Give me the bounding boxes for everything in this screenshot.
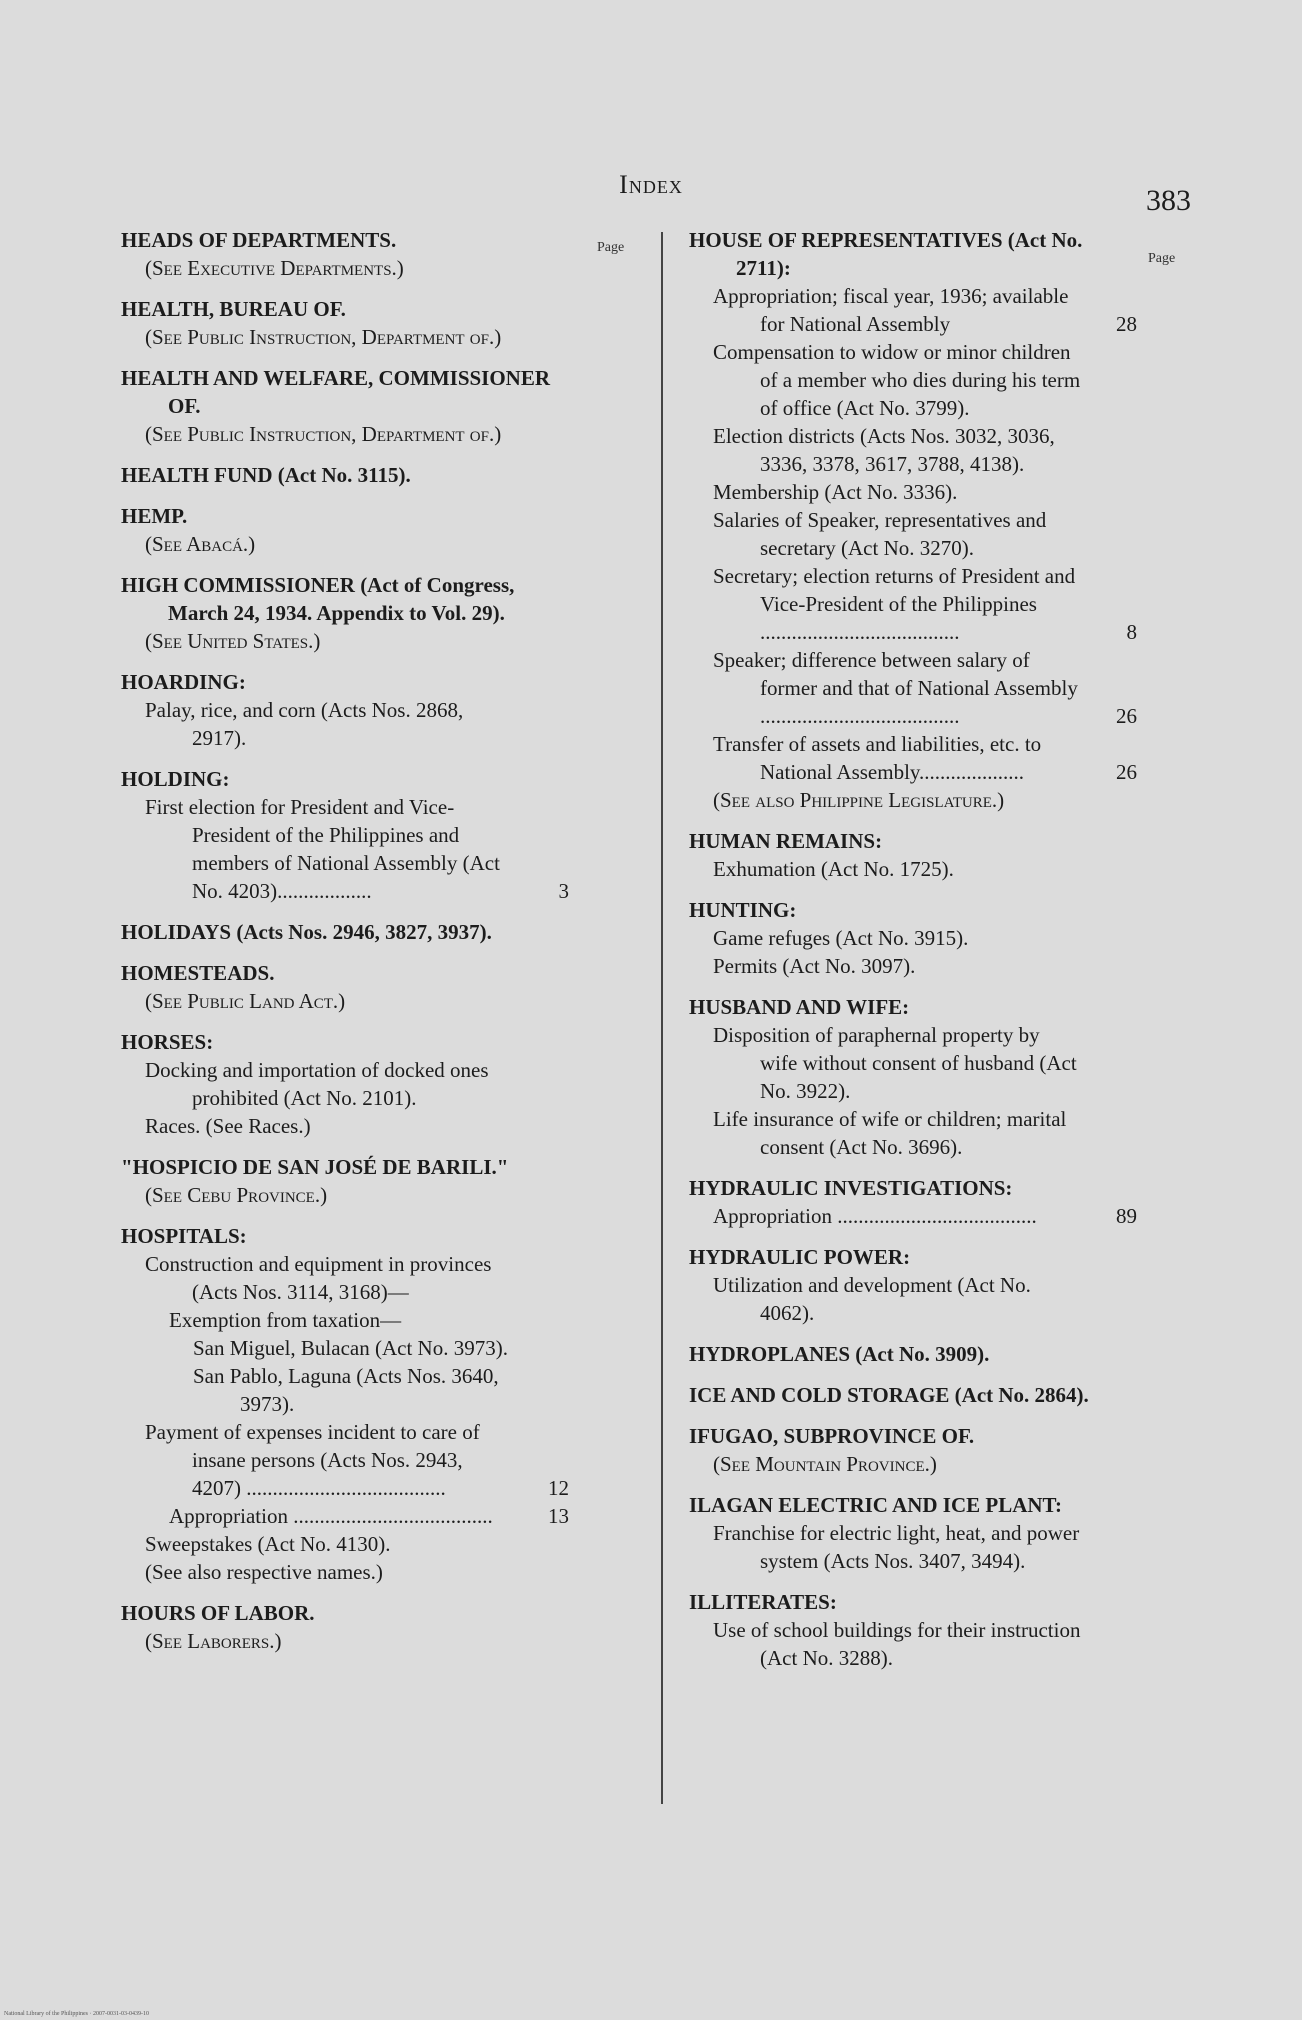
index-entry	[121, 918, 569, 946]
entry-heading: HORSES:	[121, 1030, 214, 1054]
index-entry	[121, 295, 569, 351]
index-entry	[689, 827, 1137, 883]
page-reference: 3	[558, 879, 569, 903]
subline-text: Secretary; election returns of President and Vice-President of the Philippines ......................................	[713, 564, 1076, 644]
subline-text: Permits (Act No. 3097).	[713, 954, 916, 978]
subline-text: (See also respective names.)	[145, 1560, 383, 1584]
index-entry	[121, 364, 569, 448]
entry-subline	[689, 338, 1137, 422]
entry-heading: "HOSPICIO DE SAN JOSÉ DE BARILI."	[121, 1155, 509, 1179]
entry-subline	[689, 562, 1137, 646]
subline-text: (See Mountain Province.)	[713, 1452, 937, 1476]
entry-heading: HEALTH, BUREAU OF.	[121, 297, 346, 321]
page-reference: 8	[1126, 620, 1137, 644]
entry-heading: HOUSE OF REPRESENTATIVES (Act No. 2711):	[689, 228, 1083, 280]
index-entry	[121, 1028, 569, 1140]
entry-subline	[121, 323, 569, 351]
index-entry	[121, 765, 569, 905]
entry-subline	[121, 1056, 569, 1112]
index-entry	[689, 1340, 1137, 1368]
entry-subline	[121, 254, 569, 282]
entry-subline	[121, 420, 569, 448]
entry-subline	[689, 1450, 1137, 1478]
page-reference: 26	[1116, 704, 1137, 728]
subline-text: (See Public Land Act.)	[145, 989, 346, 1013]
column-divider	[661, 232, 663, 1804]
subline-text: (See Laborers.)	[145, 1629, 282, 1653]
subline-text: Appropriation ......................................	[713, 1204, 1037, 1228]
page-number: 383	[1146, 184, 1191, 217]
entry-subline	[121, 1181, 569, 1209]
index-entry	[689, 226, 1137, 814]
subline-text: Game refuges (Act No. 3915).	[713, 926, 969, 950]
index-entry	[689, 1243, 1137, 1327]
subline-text: Exemption from taxation—	[169, 1308, 402, 1332]
entry-heading: HYDRAULIC POWER:	[689, 1245, 911, 1269]
right-column	[689, 226, 1137, 1685]
subline-text: Sweepstakes (Act No. 4130).	[145, 1532, 391, 1556]
index-entry	[121, 668, 569, 752]
entry-subline	[121, 1362, 569, 1418]
entry-subline	[121, 1418, 569, 1502]
entry-heading: HOURS OF LABOR.	[121, 1601, 315, 1625]
page-reference: 28	[1116, 312, 1137, 336]
entry-heading: HEALTH AND WELFARE, COMMISSIONER OF.	[121, 366, 551, 418]
entry-heading: HOLIDAYS (Acts Nos. 2946, 3827, 3937).	[121, 920, 492, 944]
page-reference: 13	[548, 1504, 569, 1528]
entry-subline	[121, 987, 569, 1015]
entry-heading: ILLITERATES:	[689, 1590, 837, 1614]
index-entry	[689, 896, 1137, 980]
entry-subline	[689, 786, 1137, 814]
entry-heading: HEALTH FUND (Act No. 3115).	[121, 463, 411, 487]
subline-text: Appropriation ......................................	[169, 1504, 493, 1528]
entry-heading: HYDROPLANES (Act No. 3909).	[689, 1342, 990, 1366]
entry-heading: HOARDING:	[121, 670, 246, 694]
entry-subline	[689, 1616, 1137, 1672]
entry-heading: HOMESTEADS.	[121, 961, 275, 985]
subline-text: (See Public Instruction, Department of.)	[145, 325, 502, 349]
entry-heading: IFUGAO, SUBPROVINCE OF.	[689, 1424, 975, 1448]
subline-text: (See Cebu Province.)	[145, 1183, 328, 1207]
entry-heading: HEMP.	[121, 504, 188, 528]
left-column	[121, 226, 569, 1668]
index-entry	[689, 1381, 1137, 1409]
subline-text: Disposition of paraphernal property by wife without consent of husband (Act No. 3922).	[713, 1023, 1077, 1103]
entry-subline	[121, 1334, 569, 1362]
entry-subline	[121, 1112, 569, 1140]
entry-subline	[689, 506, 1137, 562]
entry-subline	[689, 1519, 1137, 1575]
entry-subline	[689, 924, 1137, 952]
entry-heading: ICE AND COLD STORAGE (Act No. 2864).	[689, 1383, 1089, 1407]
entry-subline	[689, 478, 1137, 506]
entry-subline	[121, 1530, 569, 1558]
entry-subline	[121, 1250, 569, 1306]
footer-credit: National Library of the Philippines · 2007-0031-03-0439-10	[4, 2011, 149, 2017]
subline-text: (See Public Instruction, Department of.)	[145, 422, 502, 446]
entry-subline	[689, 1105, 1137, 1161]
entry-heading: HUNTING:	[689, 898, 797, 922]
subline-text: (See also Philippine Legislature.)	[713, 788, 1005, 812]
entry-subline	[121, 793, 569, 905]
subline-text: Speaker; difference between salary of former and that of National Assembly ......................................	[713, 648, 1078, 728]
page-reference: 12	[548, 1476, 569, 1500]
subline-text: Construction and equipment in provinces (Acts Nos. 3114, 3168)—	[145, 1252, 492, 1304]
entry-heading: HOLDING:	[121, 767, 230, 791]
entry-subline	[121, 530, 569, 558]
entry-subline	[689, 1021, 1137, 1105]
entry-subline	[689, 646, 1137, 730]
index-entry	[121, 502, 569, 558]
subline-text: First election for President and Vice-President of the Philippines and members of National Assembly (Act No. 4203)..................	[145, 795, 500, 903]
entry-heading: HEADS OF DEPARTMENTS.	[121, 228, 397, 252]
subline-text: Membership (Act No. 3336).	[713, 480, 958, 504]
entry-subline	[121, 696, 569, 752]
entry-heading: HIGH COMMISSIONER (Act of Congress, March 24, 1934. Appendix to Vol. 29).	[121, 573, 515, 625]
entry-subline	[689, 282, 1137, 338]
index-entry	[689, 1174, 1137, 1230]
subline-text: (See Abacá.)	[145, 532, 256, 556]
entry-heading: ILAGAN ELECTRIC AND ICE PLANT:	[689, 1493, 1062, 1517]
index-entry	[689, 1588, 1137, 1672]
entry-subline	[121, 1306, 569, 1334]
subline-text: (See Executive Departments.)	[145, 256, 404, 280]
subline-text: Payment of expenses incident to care of insane persons (Acts Nos. 2943, 4207) ......................................	[145, 1420, 480, 1500]
subline-text: (See United States.)	[145, 629, 321, 653]
subline-text: Compensation to widow or minor children of a member who dies during his term of office (Act No. 3799).	[713, 340, 1081, 420]
entry-subline	[689, 1271, 1137, 1327]
subline-text: Use of school buildings for their instruction (Act No. 3288).	[713, 1618, 1081, 1670]
subline-text: Franchise for electric light, heat, and power system (Acts Nos. 3407, 3494).	[713, 1521, 1080, 1573]
subline-text: Exhumation (Act No. 1725).	[713, 857, 954, 881]
subline-text: Transfer of assets and liabilities, etc. to National Assembly....................	[713, 732, 1042, 784]
subline-text: Races. (See Races.)	[145, 1114, 311, 1138]
subline-text: Palay, rice, and corn (Acts Nos. 2868, 2917).	[145, 698, 464, 750]
page-reference: 89	[1116, 1204, 1137, 1228]
subline-text: Salaries of Speaker, representatives and secretary (Act No. 3270).	[713, 508, 1047, 560]
index-entry	[689, 1422, 1137, 1478]
entry-subline	[121, 1627, 569, 1655]
entry-subline	[689, 1202, 1137, 1230]
page-column-label-left: Page	[597, 240, 625, 255]
index-entry	[121, 1222, 569, 1586]
index-entry	[689, 1491, 1137, 1575]
page-column-label-right: Page	[1148, 251, 1176, 266]
subline-text: Docking and importation of docked ones prohibited (Act No. 2101).	[145, 1058, 489, 1110]
entry-subline	[689, 855, 1137, 883]
subline-text: Utilization and development (Act No. 4062).	[713, 1273, 1031, 1325]
index-entry	[121, 571, 569, 655]
subline-text: Appropriation; fiscal year, 1936; available for National Assembly	[713, 284, 1069, 336]
entry-subline	[689, 422, 1137, 478]
index-entry	[121, 461, 569, 489]
page-title: Index	[619, 170, 683, 199]
index-entry	[121, 226, 569, 282]
index-entry	[121, 959, 569, 1015]
entry-heading: HOSPITALS:	[121, 1224, 247, 1248]
subline-text: San Pablo, Laguna (Acts Nos. 3640, 3973).	[193, 1364, 499, 1416]
entry-subline	[689, 952, 1137, 980]
index-entry	[121, 1153, 569, 1209]
index-entry	[121, 1599, 569, 1655]
entry-heading: HUMAN REMAINS:	[689, 829, 883, 853]
entry-heading: HYDRAULIC INVESTIGATIONS:	[689, 1176, 1013, 1200]
subline-text: Election districts (Acts Nos. 3032, 3036, 3336, 3378, 3617, 3788, 4138).	[713, 424, 1055, 476]
entry-subline	[121, 627, 569, 655]
entry-subline	[689, 730, 1137, 786]
subline-text: Life insurance of wife or children; marital consent (Act No. 3696).	[713, 1107, 1067, 1159]
subline-text: San Miguel, Bulacan (Act No. 3973).	[193, 1336, 508, 1360]
entry-subline	[121, 1558, 569, 1586]
page-reference: 26	[1116, 760, 1137, 784]
index-entry	[689, 993, 1137, 1161]
entry-heading: HUSBAND AND WIFE:	[689, 995, 910, 1019]
entry-subline	[121, 1502, 569, 1530]
